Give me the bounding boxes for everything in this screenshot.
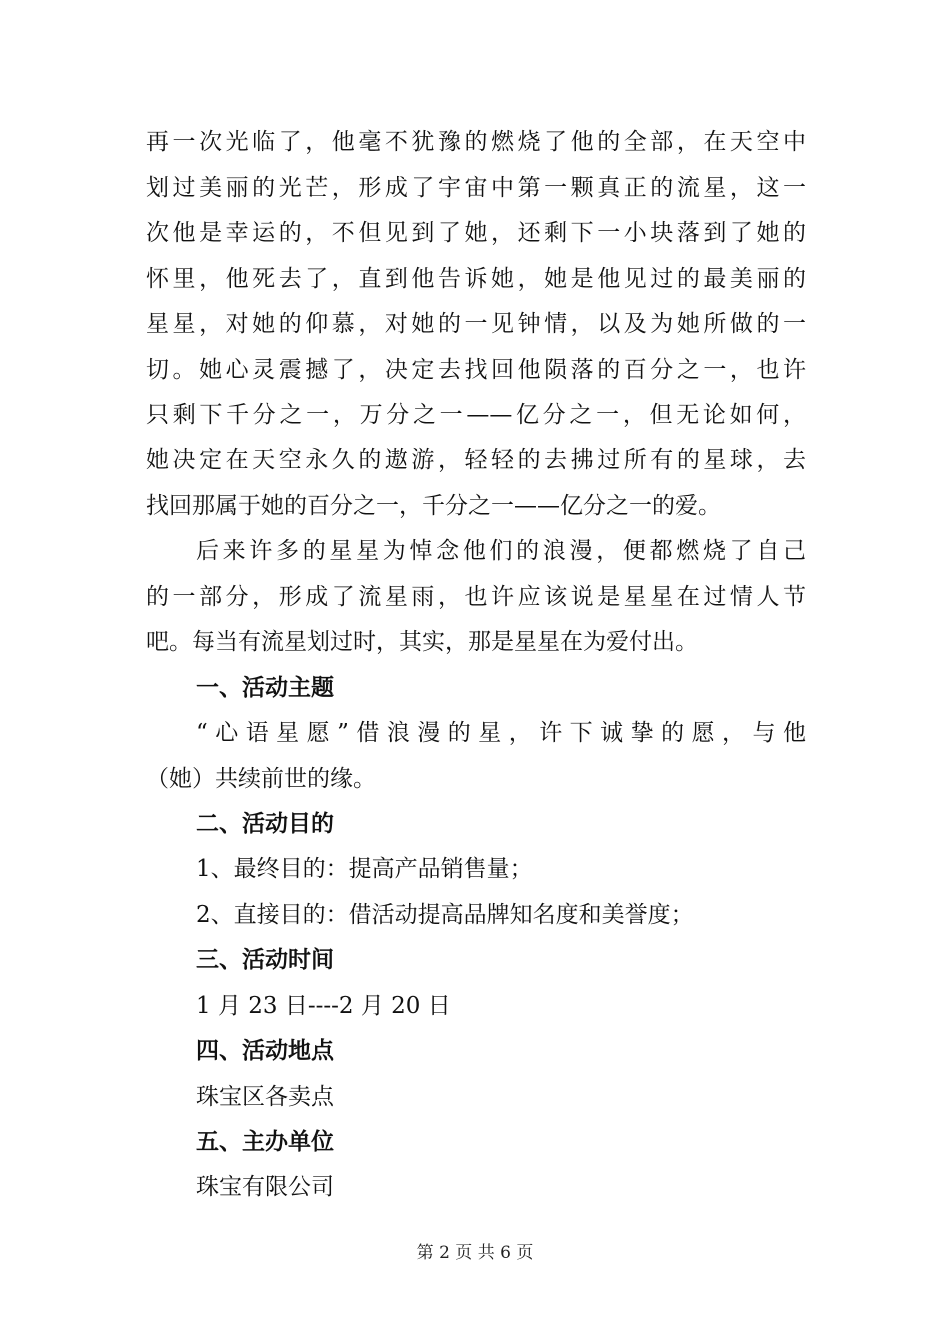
story-paragraph1-line: 切。她心灵震撼了，决定去找回他陨落的百分之一，也许 [146, 357, 806, 383]
story-paragraph2-line: 后来许多的星星为悼念他们的浪漫，便都燃烧了自己 [196, 538, 806, 564]
section-heading-location: 四、活动地点 [196, 1038, 334, 1064]
page-footer-page-number: 第 2 页 共 6 页 [416, 1243, 534, 1263]
story-paragraph1-line: 找回那属于她的百分之一，千分之一——亿分之一的爱。 [146, 493, 721, 519]
section-heading-purpose: 二、活动目的 [196, 811, 334, 837]
story-paragraph1-line: 再一次光临了，他毫不犹豫的燃烧了他的全部，在天空中 [146, 129, 806, 155]
purpose-item-final: 1、最终目的：提高产品销售量； [196, 856, 533, 882]
purpose-item-direct: 2、直接目的：借活动提高品牌知名度和美誉度； [196, 902, 694, 928]
story-paragraph1-line: 只剩下千分之一，万分之一——亿分之一，但无论如何， [146, 402, 806, 428]
organizer-value: 珠宝有限公司 [196, 1174, 334, 1200]
story-paragraph1-line: 星星，对她的仰慕，对她的一见钟情，以及为她所做的一 [146, 311, 806, 337]
story-paragraph1-line: 怀里，他死去了，直到他告诉她，她是他见过的最美丽的 [146, 266, 806, 292]
activity-location-value: 珠宝区各卖点 [196, 1084, 334, 1110]
story-paragraph2-line: 吧。每当有流星划过时，其实，那是星星在为爱付出。 [146, 629, 698, 655]
section-heading-organizer: 五、主办单位 [196, 1129, 334, 1155]
theme-text-line: （她）共续前世的缘。 [146, 766, 376, 792]
section-heading-time: 三、活动时间 [196, 947, 334, 973]
story-paragraph1-line: 划过美丽的光芒，形成了宇宙中第一颗真正的流星，这一 [146, 175, 806, 201]
section-heading-theme: 一、活动主题 [196, 675, 334, 701]
theme-text-line: “心语星愿”借浪漫的星，许下诚挚的愿，与他 [196, 720, 806, 746]
story-paragraph2-line: 的一部分，形成了流星雨，也许应该说是星星在过情人节 [146, 584, 806, 610]
activity-time-value: 1 月 23 日----2 月 20 日 [196, 993, 451, 1019]
story-paragraph1-line: 次他是幸运的，不但见到了她，还剩下一小块落到了她的 [146, 220, 806, 246]
story-paragraph1-line: 她决定在天空永久的遨游，轻轻的去拂过所有的星球，去 [146, 447, 806, 473]
